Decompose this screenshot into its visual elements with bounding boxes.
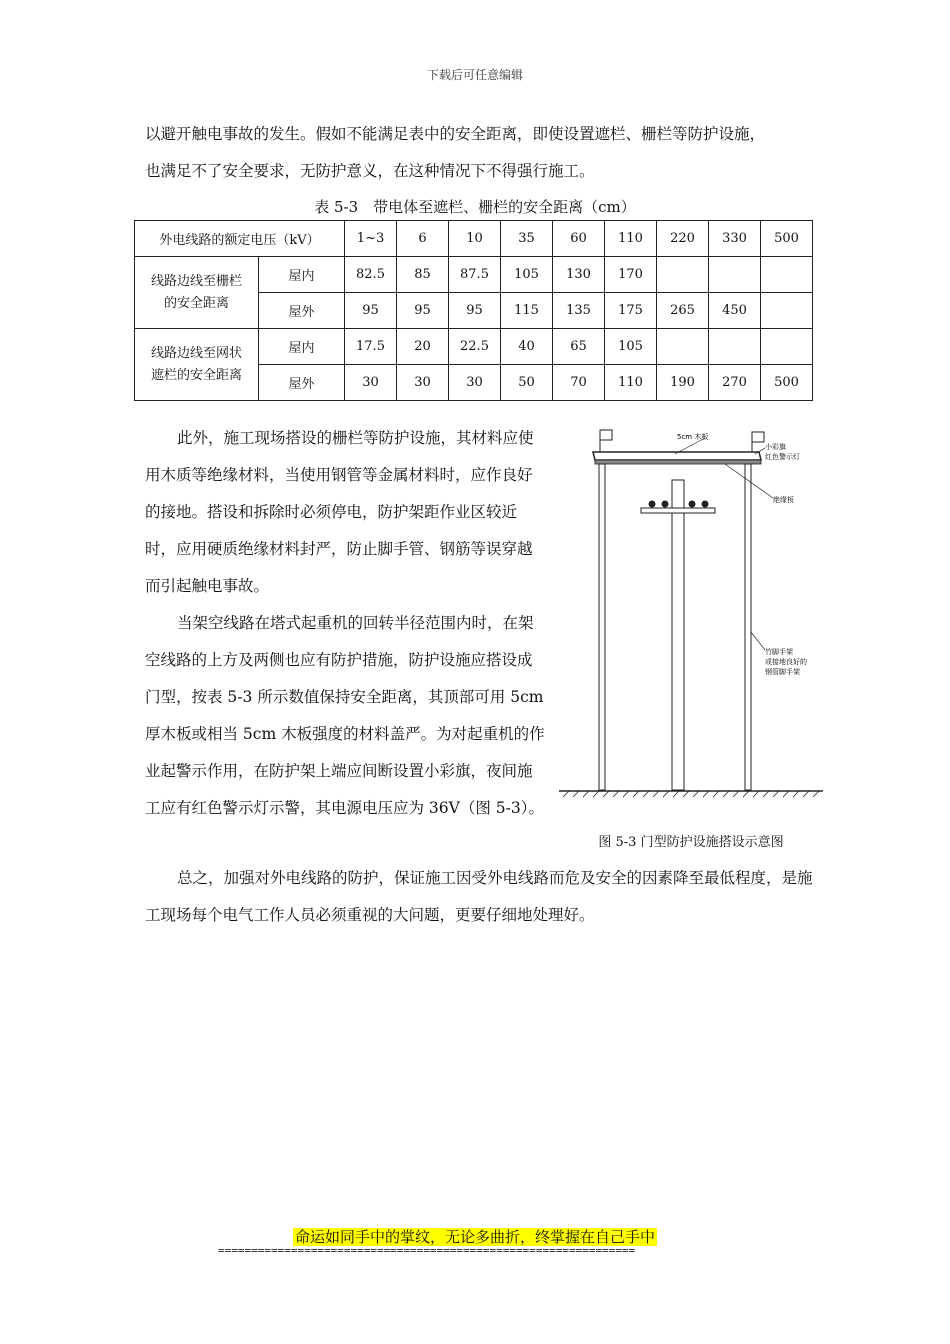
distance-cell: 65 [553, 329, 605, 365]
header-voltage-label: 外电线路的额定电压（kV） [135, 221, 345, 257]
distance-cell [657, 329, 709, 365]
location-cell: 屋外 [259, 365, 345, 401]
page-header: 下载后可任意编辑 [426, 68, 523, 82]
distance-cell: 85 [397, 257, 449, 293]
location-cell: 屋外 [259, 293, 345, 329]
distance-cell [761, 257, 813, 293]
power-pole [672, 480, 684, 790]
distance-cell: 22.5 [449, 329, 501, 365]
distance-cell: 270 [709, 365, 761, 401]
distance-cell: 105 [605, 329, 657, 365]
footer-rule: =============================================================== [218, 1244, 636, 1257]
figure-caption: 图 5-3 门型防护设施搭设示意图 [598, 835, 784, 850]
label-scaffold-2: 或接地良好的 [765, 658, 807, 666]
group-label: 线路边线至栅栏的安全距离 [135, 257, 259, 329]
distance-cell: 95 [397, 293, 449, 329]
location-cell: 屋内 [259, 257, 345, 293]
location-cell: 屋内 [259, 329, 345, 365]
distance-cell: 82.5 [345, 257, 397, 293]
table-caption: 表 5-3 带电体至遮栏、栅栏的安全距离（cm） [314, 198, 636, 216]
distance-cell: 450 [709, 293, 761, 329]
right-scaffold-post [745, 464, 751, 790]
voltage-cell: 35 [501, 221, 553, 257]
distance-cell: 500 [761, 365, 813, 401]
distance-cell: 115 [501, 293, 553, 329]
label-insulation: 绝缘板 [773, 496, 794, 504]
distance-cell: 135 [553, 293, 605, 329]
table-header-row [135, 221, 813, 257]
conclusion-paragraph [145, 860, 825, 934]
group-label: 线路边线至网状遮栏的安全距离 [135, 329, 259, 401]
flag-icon [752, 432, 764, 442]
distance-cell: 95 [345, 293, 397, 329]
distance-cell: 265 [657, 293, 709, 329]
distance-cell: 50 [501, 365, 553, 401]
voltage-cell: 6 [397, 221, 449, 257]
distance-cell: 20 [397, 329, 449, 365]
intro-line-1: 以避开触电事故的发生。假如不能满足表中的安全距离，即使设置遮栏、栅栏等防护设施， [145, 125, 766, 143]
voltage-cell: 110 [605, 221, 657, 257]
distance-cell: 95 [449, 293, 501, 329]
paragraph-gate-structure: 当架空线路在塔式起重机的回转半径范围内时，在架空线路的上方及两侧也应有防护措施，防护设施应搭设成门型，按表 5-3 所示数值保持安全距离，其顶部可用 5cm 厚木板或相当 5cm 木板强度的材料盖严。为对起重机的作业起警示作用，在防护架上端应间断设置小彩旗，夜间施工应有红色警示灯示警，其电源电压应为 36V（图 5-3）。 [145, 614, 545, 817]
distance-cell: 30 [345, 365, 397, 401]
gate-protection-figure [555, 422, 827, 802]
cross-arm [641, 508, 715, 513]
label-lamp: 红色警示灯 [765, 453, 800, 461]
distance-cell [761, 293, 813, 329]
voltage-cell: 60 [553, 221, 605, 257]
distance-cell [657, 257, 709, 293]
voltage-cell: 1~3 [345, 221, 397, 257]
distance-cell: 70 [553, 365, 605, 401]
voltage-cell: 500 [761, 221, 813, 257]
label-wood-board: 5cm 木板 [677, 433, 709, 441]
paragraph-fence-material: 此外，施工现场搭设的栅栏等防护设施，其材料应使用木质等绝缘材料，当使用钢管等金属材料时，应作良好的接地。搭设和拆除时必须停电，防护架距作业区较近时，应用硬质绝缘材料封严，防止脚手管、钢筋等误穿越而引起触电事故。 [145, 429, 534, 595]
insulator-icon [662, 501, 669, 508]
voltage-cell: 10 [449, 221, 501, 257]
distance-cell [761, 329, 813, 365]
distance-cell: 190 [657, 365, 709, 401]
distance-cell: 175 [605, 293, 657, 329]
voltage-cell: 330 [709, 221, 761, 257]
insulator-icon [702, 501, 709, 508]
table-row [135, 329, 813, 365]
distance-cell: 87.5 [449, 257, 501, 293]
label-scaffold-3: 钢管脚手架 [765, 668, 800, 676]
safety-distance-table [134, 220, 813, 401]
distance-cell: 130 [553, 257, 605, 293]
insulator-icon [689, 501, 696, 508]
distance-cell: 110 [605, 365, 657, 401]
intro-paragraph [145, 116, 825, 190]
label-scaffold-1: 竹脚手架 [765, 648, 793, 656]
distance-cell: 105 [501, 257, 553, 293]
body-column-text [145, 420, 545, 827]
paragraph-conclusion: 总之，加强对外电线路的防护，保证施工因受外电线路而危及安全的因素降至最低程度，是施工现场每个电气工作人员必须重视的大问题，更要仔细地处理好。 [145, 869, 813, 924]
gate-diagram [555, 422, 827, 802]
label-flag: 小彩旗 [765, 443, 786, 451]
distance-cell: 170 [605, 257, 657, 293]
distance-cell: 40 [501, 329, 553, 365]
distance-cell [709, 257, 761, 293]
distance-cell: 30 [449, 365, 501, 401]
insulation-board [595, 460, 761, 464]
intro-line-2: 也满足不了安全要求，无防护意义，在这种情况下不得强行施工。 [145, 162, 595, 180]
distance-cell: 30 [397, 365, 449, 401]
distance-cell [709, 329, 761, 365]
table-row [135, 257, 813, 293]
distance-cell: 17.5 [345, 329, 397, 365]
footer-motto: 命运如同手中的掌纹，无论多曲折，终掌握在自己手中 [294, 1228, 655, 1246]
left-scaffold-post [599, 464, 605, 790]
insulator-icon [649, 501, 656, 508]
flag-icon [600, 430, 612, 440]
voltage-cell: 220 [657, 221, 709, 257]
